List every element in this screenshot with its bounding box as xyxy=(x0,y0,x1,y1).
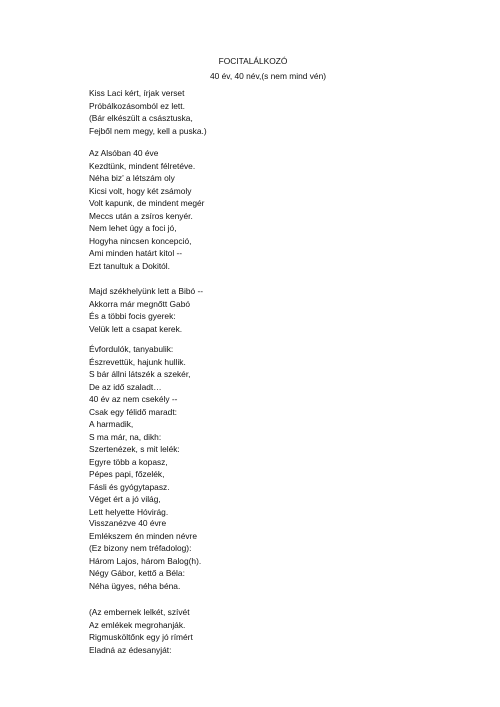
stanza-3 xyxy=(89,285,203,335)
poem-title: FOCITALÁLKOZÓ xyxy=(218,56,288,66)
stanza-6 xyxy=(89,606,193,656)
poem-line: Eladná az édesanyját: xyxy=(89,644,172,655)
poem-line: Négy Gábor, kettő a Béla: xyxy=(89,568,185,578)
poem-line: Pépes papi, főzelék, xyxy=(89,469,165,479)
poem-line: Nem lehet úgy a foci jó, xyxy=(89,223,177,233)
poem-line: Emlékszem én minden névre xyxy=(89,530,197,541)
poem-line: Majd székhelyünk lett a Bibó -- xyxy=(89,286,204,296)
poem-line: (Ez bizony nem tréfadolog): xyxy=(89,543,192,553)
poem-line: Néha biz’ a létszám oly xyxy=(89,173,175,183)
poem-line: Próbálkozásomból ez lett. xyxy=(89,100,185,111)
poem-line: Csak egy félidő maradt: xyxy=(89,406,177,417)
stanza-5 xyxy=(89,517,201,592)
poem-line: Velük lett a csapat kerek. xyxy=(89,323,183,334)
poem-line: S bár állni látszék a szekér, xyxy=(89,369,191,379)
poem-line: Az Alsóban 40 éve xyxy=(89,148,159,158)
poem-line: (Bár elkészült a császtuska, xyxy=(89,113,193,123)
poem-line: Akkorra már megnőtt Gabó xyxy=(89,298,191,309)
poem-line: Fejből nem megy, kell a puska.) xyxy=(89,125,207,136)
poem-line: A harmadik, xyxy=(89,419,134,429)
poem-line: 40 év az nem csekély -- xyxy=(89,394,178,404)
poem-line: Volt kapunk, de mindent megér xyxy=(89,198,205,208)
poem-line: Hogyha nincsen koncepció, xyxy=(89,235,192,246)
poem-line: Kezdtünk, mindent félretéve. xyxy=(89,160,196,171)
poem-line: Rigmusköltőnk egy jó rímért xyxy=(89,632,193,642)
poem-line: Egyre több a kopasz, xyxy=(89,456,168,467)
poem-line: Véget ért a jó világ, xyxy=(89,494,161,504)
poem-line: Kicsi volt, hogy két zsámoly xyxy=(89,185,192,196)
stanza-4 xyxy=(89,343,190,518)
poem-line: Három Lajos, három Balog(h). xyxy=(89,555,202,566)
poem-line: Ezt tanultuk a Dokitól. xyxy=(89,260,170,271)
poem-line: Az emlékek megrohanják. xyxy=(89,619,186,630)
poem-line: Meccs után a zsíros kenyér. xyxy=(89,210,193,221)
poem-line: És a többi focis gyerek: xyxy=(89,311,176,321)
stanza-2 xyxy=(89,147,204,272)
poem-line: Évfordulók, tanyabulik: xyxy=(89,344,174,354)
poem-line: Visszanézve 40 évre xyxy=(89,518,167,528)
poem-line: Ami minden határt kitol -- xyxy=(89,248,183,258)
poem-line: Észrevettük, hajunk hullik. xyxy=(89,356,186,367)
poem-line: Lett helyette Hóvirág. xyxy=(89,506,169,517)
poem-subtitle: 40 év, 40 név,(s nem mind vén) xyxy=(209,71,327,81)
poem-line: (Az embernek lelkét, szívét xyxy=(89,607,190,617)
poem-line: Kiss Laci kért, írjak verset xyxy=(89,88,185,98)
poem-line: Fásli és gyógytapasz. xyxy=(89,481,170,492)
stanza-1 xyxy=(89,87,207,137)
poem-line: Néha ügyes, néha béna. xyxy=(89,580,181,591)
poem-line: De az idő szaladt… xyxy=(89,381,162,392)
poem-line: S ma már, na, dikh: xyxy=(89,431,162,442)
poem-line: Szertenézek, s mit lelék: xyxy=(89,444,180,454)
